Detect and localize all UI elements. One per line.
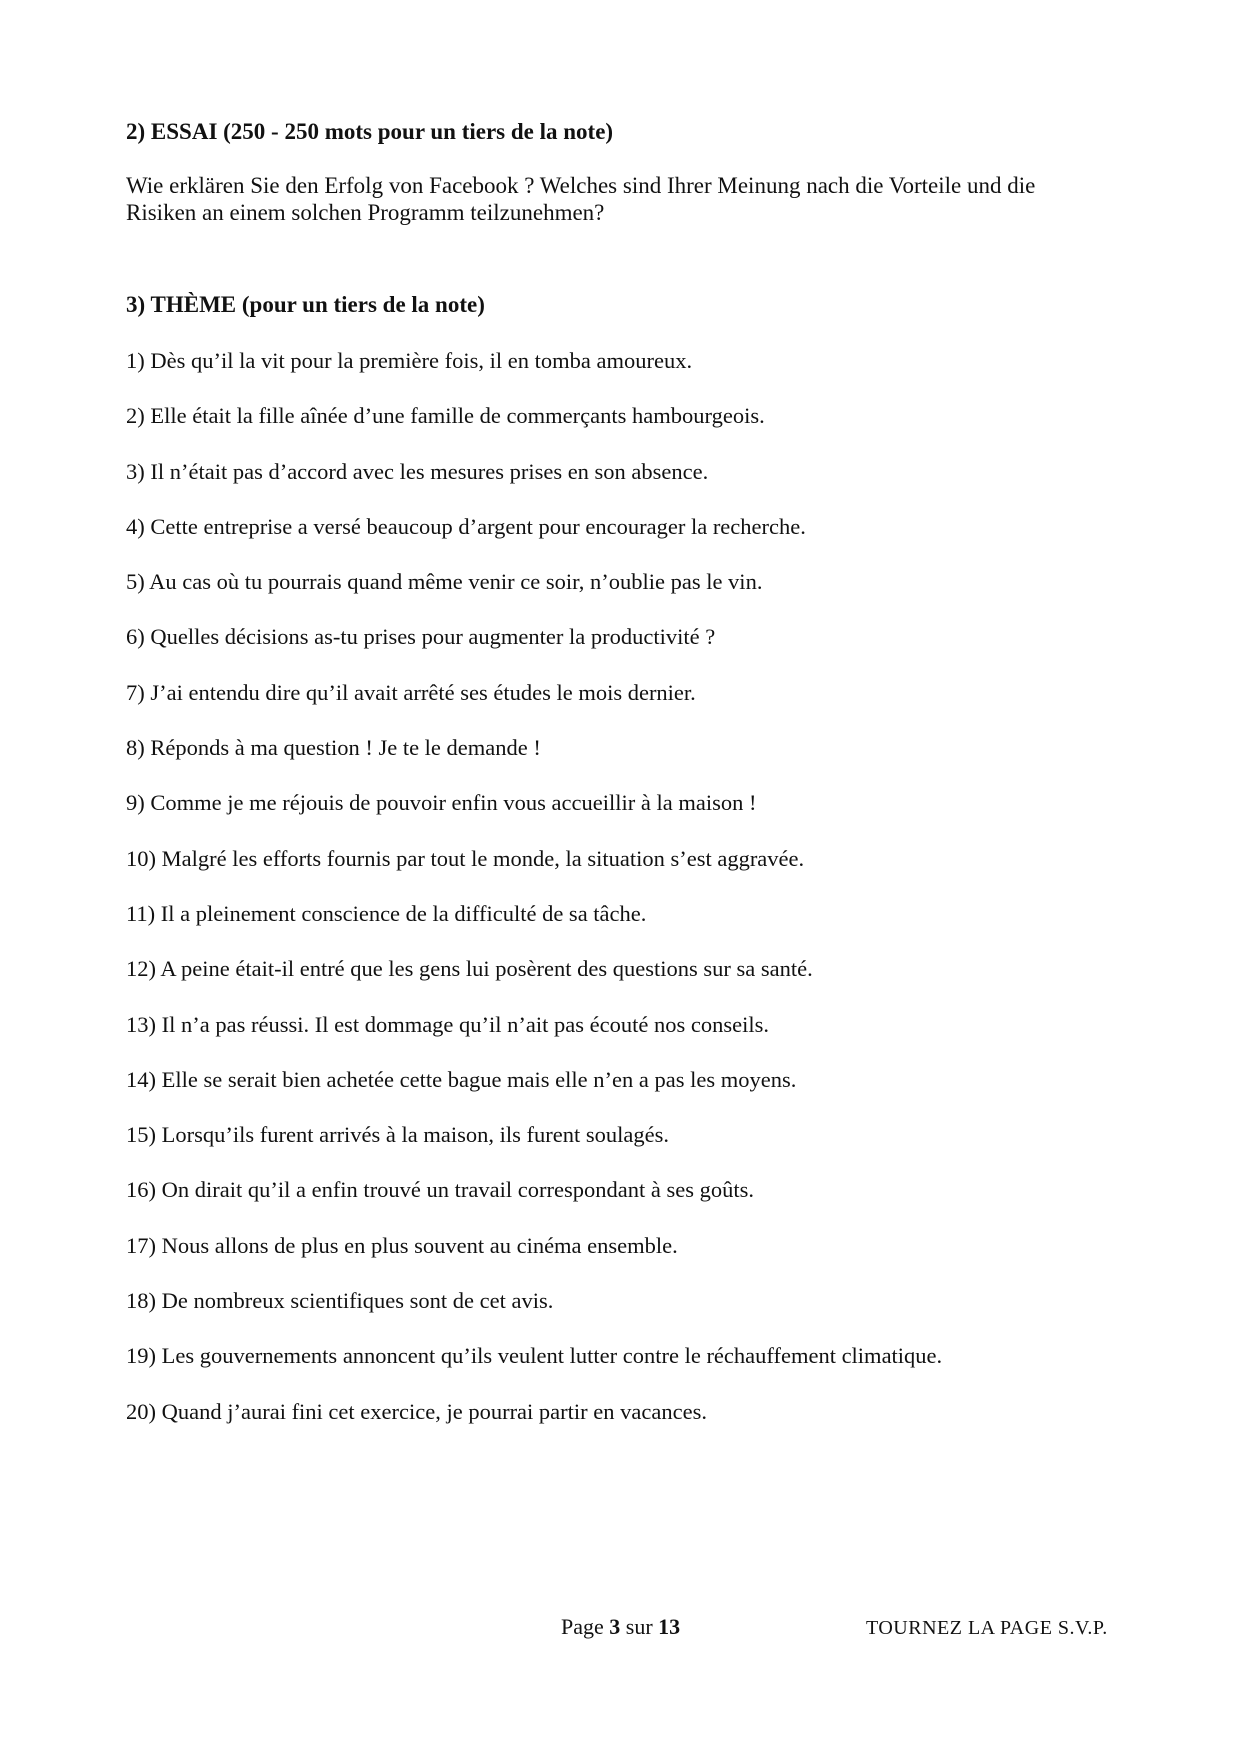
theme-sentence: 20) Quand j’aurai fini cet exercice, je pourrai partir en vacances.: [126, 1398, 707, 1424]
theme-sentence: 19) Les gouvernements annoncent qu’ils veulent lutter contre le réchauffement climatique.: [126, 1343, 943, 1369]
theme-sentence: 10) Malgré les efforts fournis par tout le monde, la situation s’est aggravée.: [126, 845, 805, 871]
theme-sentence: 2) Elle était la fille aînée d’une famille de commerçants hambourgeois.: [126, 403, 765, 429]
essay-prompt-line-1: Wie erklären Sie den Erfolg von Facebook ? Welches sind Ihrer Meinung nach die Vorteile und die: [126, 173, 1036, 198]
theme-sentence: 12) A peine était-il entré que les gens lui posèrent des questions sur sa santé.: [126, 956, 813, 982]
theme-sentence: 5) Au cas où tu pourrais quand même venir ce soir, n’oublie pas le vin.: [126, 569, 763, 595]
theme-sentence: 9) Comme je me réjouis de pouvoir enfin vous accueillir à la maison !: [126, 790, 757, 816]
theme-sentence: 15) Lorsqu’ils furent arrivés à la maison, ils furent soulagés.: [126, 1122, 669, 1148]
theme-sentence: 7) J’ai entendu dire qu’il avait arrêté ses études le mois dernier.: [126, 679, 696, 705]
essay-prompt-line-2: Risiken an einem solchen Programm teilzunehmen?: [126, 200, 605, 225]
page-label: Page: [561, 1614, 604, 1639]
theme-sentence: 6) Quelles décisions as-tu prises pour augmenter la productivité ?: [126, 624, 716, 650]
theme-sentence: 11) Il a pleinement conscience de la difficulté de sa tâche.: [126, 900, 647, 926]
page-separator: sur: [625, 1614, 653, 1639]
page-current: 3: [609, 1614, 621, 1639]
theme-sentence: 14) Elle se serait bien achetée cette bague mais elle n’en a pas les moyens.: [126, 1066, 797, 1092]
theme-sentence-list: [126, 347, 1136, 1453]
theme-sentence: 3) Il n’était pas d’accord avec les mesures prises en son absence.: [126, 458, 709, 484]
page-number: [561, 1614, 680, 1640]
turn-page-notice: TOURNEZ LA PAGE S.V.P.: [866, 1617, 1108, 1639]
theme-sentence: 18) De nombreux scientifiques sont de cet avis.: [126, 1288, 554, 1314]
page-total: 13: [658, 1614, 681, 1639]
theme-heading: 3) THÈME (pour un tiers de la note): [126, 292, 485, 317]
theme-sentence: 4) Cette entreprise a versé beaucoup d’argent pour encourager la recherche.: [126, 513, 806, 539]
theme-sentence: 17) Nous allons de plus en plus souvent au cinéma ensemble.: [126, 1232, 678, 1258]
theme-sentence: 8) Réponds à ma question ! Je te le demande !: [126, 735, 541, 761]
theme-sentence: 13) Il n’a pas réussi. Il est dommage qu’il n’ait pas écouté nos conseils.: [126, 1011, 769, 1037]
theme-sentence: 1) Dès qu’il la vit pour la première fois, il en tomba amoureux.: [126, 348, 693, 373]
essay-prompt: [126, 172, 1136, 226]
essay-heading: 2) ESSAI (250 - 250 mots pour un tiers de la note): [126, 119, 614, 144]
theme-sentence: 16) On dirait qu’il a enfin trouvé un travail correspondant à ses goûts.: [126, 1177, 754, 1203]
